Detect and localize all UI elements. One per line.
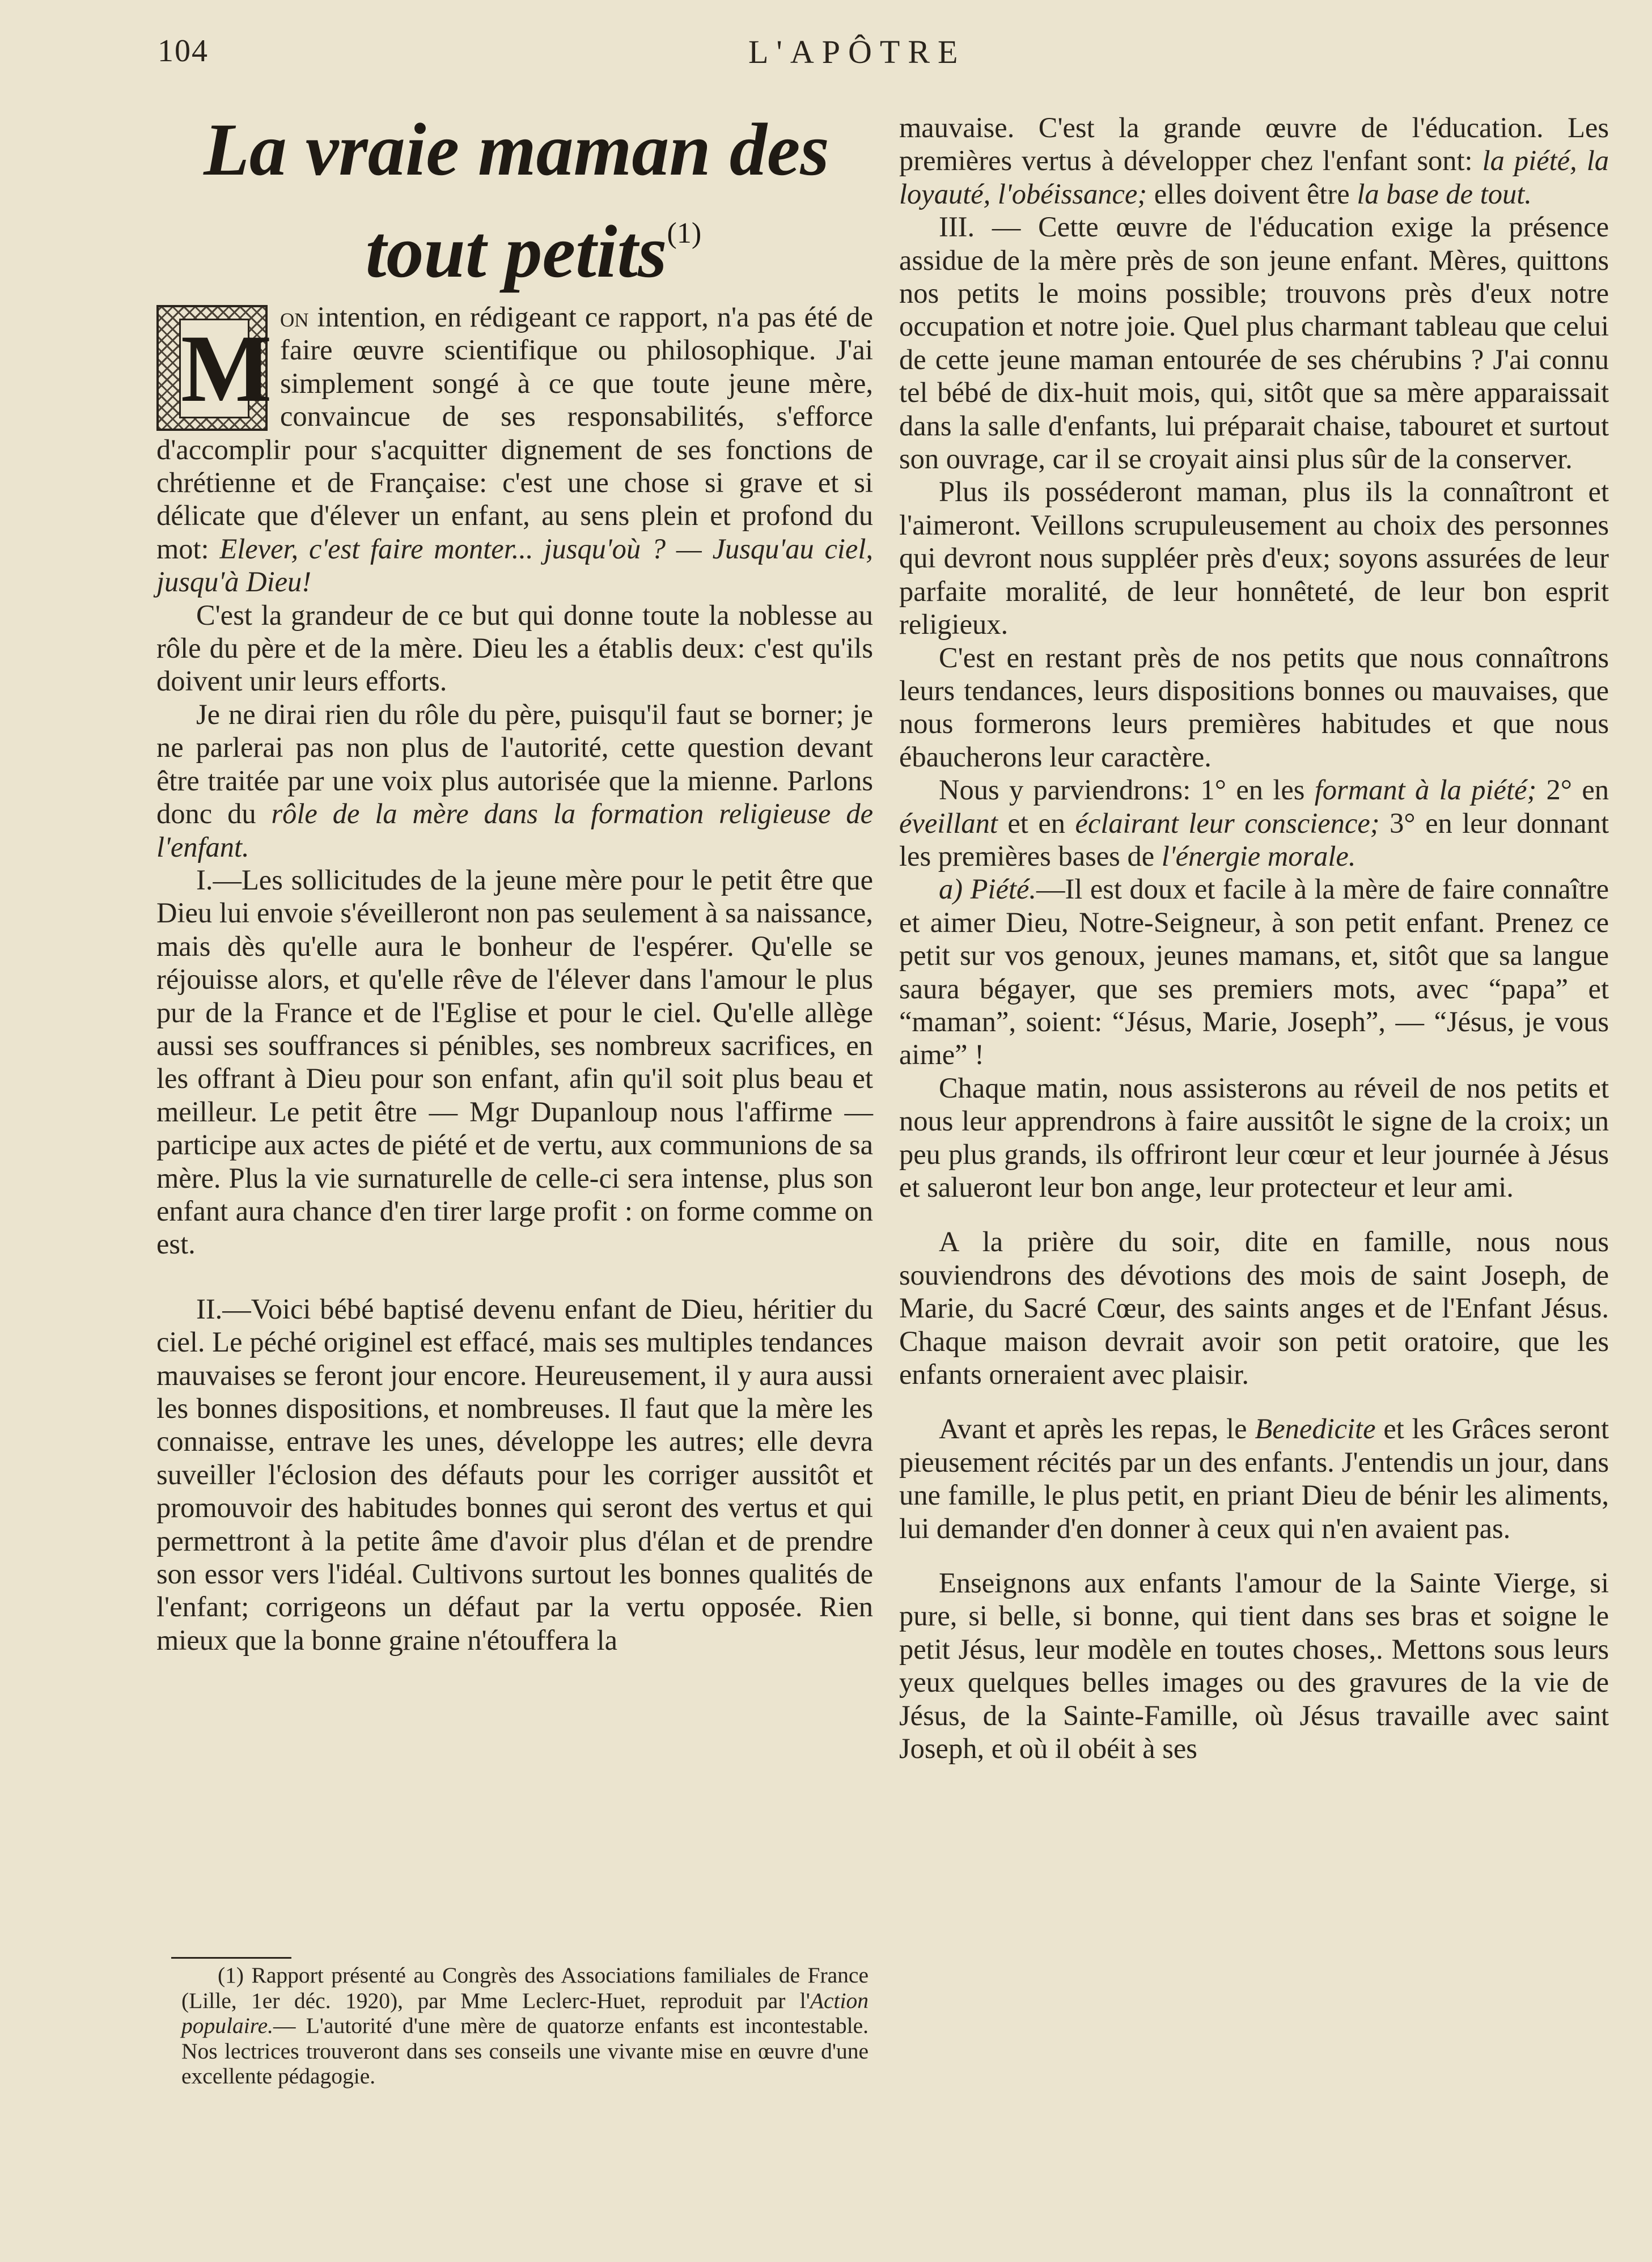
title-line-1: La vraie maman des: [204, 108, 829, 191]
r9-a: Avant et après les repas, le: [939, 1413, 1255, 1445]
r5-i1: formant à la piété;: [1314, 774, 1537, 806]
right-paragraph-4: C'est en restant près de nos petits que nous connaîtrons leurs tendances, leurs dispositions bonnes ou mauvaises, que nous formerons leurs premières habitudes et que nous ébaucherons leur caractère.: [899, 641, 1609, 773]
right-paragraph-10: Enseignons aux enfants l'amour de la Sainte Vierge, si pure, si belle, si bonne, qui tient dans ses bras et soigne le petit Jésus, leur modèle en toutes choses,. Mettons sous leurs yeux quelques belles images ou des gravures de la vie de Jésus, de la Sainte-Famille, où Jésus travaille avec saint Joseph, et où il obéit à ses: [899, 1567, 1609, 1765]
r5-d: 3° en leur donnant les premières bases de: [899, 807, 1609, 872]
r1-text-a: mauvaise. C'est la grande œuvre de l'éducation. Les premières vertus à développer chez l'enfant sont:: [899, 112, 1609, 177]
right-paragraph-9: [899, 1412, 1609, 1545]
paragraph-section-2: II.—Voici bébé baptisé devenu enfant de Dieu, héritier du ciel. Le péché originel est effacé, mais ses multiples tendances mauvaises se feront jour encore. Heureusement, il y aura aussi les bonnes dispositions, et nombreuses. Il faut que la mère les connaisse, entrave les unes, développe les autres; elle devra suveiller l'éclosion des défauts pour les corriger aussitôt et promouvoir des habitudes bonnes qui seront des vertus et qui permettront à la petite âme d'avoir plus d'élan et de prendre son essor vers l'idéal. Cultivons surtout les bonnes qualités de l'enfant; corrigeons un défaut par la vertu opposée. Rien mieux que la bonne graine n'étouffera la: [156, 1293, 873, 1656]
footnote-text-a: (1) Rapport présenté au Congrès des Associations familiales de France (Lille, 1er déc. 1920), par Mme Leclerc-Huet, reproduit par l': [181, 1963, 869, 2013]
dropcap-letter: M: [179, 319, 249, 418]
r1-italic-1: la piété, la loyauté, l'obéissance;: [899, 145, 1609, 210]
footnote: [181, 1963, 869, 2089]
footnote-text-b: — L'autorité d'une mère de quatorze enfants est incontestable. Nos lectrices trouveront dans ses conseils une vivante mise en œuvre d'une excellente pédagogie.: [181, 2013, 869, 2089]
right-paragraph-1: [899, 111, 1609, 210]
r5-i2: éveillant: [899, 807, 998, 839]
intro-text: intention, en rédigeant ce rapport, n'a pas été de faire œuvre scientifique ou philosophique. J'ai simplement songé à ce que toute jeune mère, convaincue de ses responsabilités, s'efforce d'accomplir pour s'acquitter dignement de ses fonctions de chrétienne et de Française: c'est une chose si grave et si délicate que d'élever un enfant, au sens plein et profond du mot:: [156, 301, 873, 565]
r5-c: et en: [997, 807, 1075, 839]
piete-heading: a) Piété.: [939, 873, 1036, 905]
ornamental-dropcap: [156, 305, 272, 431]
right-paragraph-piete: [899, 872, 1609, 1071]
piete-text: —Il est doux et facile à la mère de faire connaître et aimer Dieu, Notre-Seigneur, à son petit enfant. Prenez ce petit sur vos genoux, jeunes mamans, et, sitôt que sa langue saura bégayer, que ses premiers mots, avec “papa” et “maman”, soient: “Jésus, Marie, Joseph”, — “Jésus, je vous aime” !: [899, 873, 1609, 1071]
paragraph-3-text: Je ne dirai rien du rôle du père, puisqu'il faut se borner; je ne parlerai pas non plus de l'autorité, cette question devant être traitée par une voix plus autorisée que la mienne. Parlons donc du: [156, 698, 873, 830]
right-column: [899, 111, 1609, 1765]
r5-a: Nous y parviendrons: 1° en les: [939, 774, 1315, 806]
right-paragraph-7: Chaque matin, nous assisterons au réveil de nos petits et nous leur apprendrons à faire aussitôt le signe de la croix; un peu plus grands, ils offriront leur cœur et leur journée à Jésus et salueront leur bon ange, leur protecteur et leur ami.: [899, 1071, 1609, 1203]
r5-i4: l'énergie morale.: [1161, 840, 1356, 872]
article-title: [159, 108, 874, 294]
intro-italic: Elever, c'est faire monter... jusqu'où ? — Jusqu'au ciel, jusqu'à Dieu!: [156, 532, 874, 598]
paragraph-2: C'est la grandeur de ce but qui donne toute la noblesse au rôle du père et de la mère. Dieu les a établis deux: c'est qu'ils doivent unir leurs efforts.: [156, 599, 873, 697]
r5-i3: éclairant leur conscience;: [1075, 807, 1380, 839]
right-paragraph-5: [899, 773, 1609, 872]
r9-italic: Benedicite: [1255, 1413, 1376, 1445]
title-footnote-marker: (1): [667, 217, 702, 249]
paragraph-section-1: I.—Les sollicitudes de la jeune mère pour le petit être que Dieu lui envoie s'éveilleront non pas seulement à sa naissance, mais dès qu'elle aura le bonheur de l'espérer. Qu'elle se réjouisse alors, et qu'elle rêve de l'élever dans l'amour le plus pur de la France et de l'Eglise et pour le ciel. Qu'elle allège aussi ses souffrances si pénibles, ses nombreux sacrifices, en les offrant à Dieu pour son enfant, afin qu'il soit plus beau et meilleur. Le petit être — Mgr Dupanloup nous l'affirme — participe aux actes de piété et de vertu, aux communions de sa mère. Plus la vie surnaturelle de celle-ci sera intense, plus son enfant aura chance d'en tirer large profit : on forme comme on est.: [156, 863, 873, 1260]
intro-caps: on: [280, 301, 309, 333]
r5-b: 2° en: [1536, 774, 1609, 806]
r1-italic-2: la base de tout.: [1357, 177, 1532, 210]
r9-b: et les Grâces seront pieusement récités par un des enfants. J'entendis un jour, dans une famille, le plus petit, en priant Dieu de bénir les aliments, lui demander d'en donner à ceux qui n'en avaient pas.: [899, 1413, 1609, 1544]
title-line-2-text: tout petits: [365, 210, 667, 293]
page-number: 104: [158, 33, 209, 69]
journal-title: L'APÔTRE: [748, 33, 966, 70]
paragraph-3: [156, 698, 873, 863]
footnote-divider: [171, 1957, 291, 1959]
right-paragraph-3: Plus ils posséderont maman, plus ils la connaîtront et l'aimeront. Veillons scrupuleusement au choix des personnes qui devront nous suppléer près d'eux; soyons assurées de leur parfaite moralité, de leur honnêteté, de leur bon esprit religieux.: [899, 476, 1609, 641]
paragraph-3-italic: rôle de la mère dans la formation religieuse de l'enfant.: [156, 798, 873, 863]
right-paragraph-8: A la prière du soir, dite en famille, nous nous souviendrons des dévotions des mois de saint Joseph, de Marie, du Sacré Cœur, des saints anges et de l'Enfant Jésus. Chaque maison devrait avoir son petit oratoire, que les enfants orneraient avec plaisir.: [899, 1226, 1609, 1391]
r1-text-b: elles doivent être: [1147, 177, 1357, 210]
left-column: [156, 300, 873, 1657]
paragraph-section-3: III. — Cette œuvre de l'éducation exige la présence assidue de la mère près de son jeune enfant. Mères, quittons nos petits le moins possible; trouvons près d'eux notre occupation et notre joie. Quel plus charmant tableau que celui de cette jeune maman entourée de ses chérubins ? J'ai connu tel bébé de dix-huit mois, qui, sitôt que sa mère apparaissait dans la salle d'enfants, lui préparait chaise, tabouret et surtout son ouvrage, car il se croyait ainsi plus sûr de la conserver.: [899, 211, 1609, 475]
footnote-italic: Action populaire.: [181, 1988, 869, 2038]
title-line-2: [159, 192, 874, 294]
